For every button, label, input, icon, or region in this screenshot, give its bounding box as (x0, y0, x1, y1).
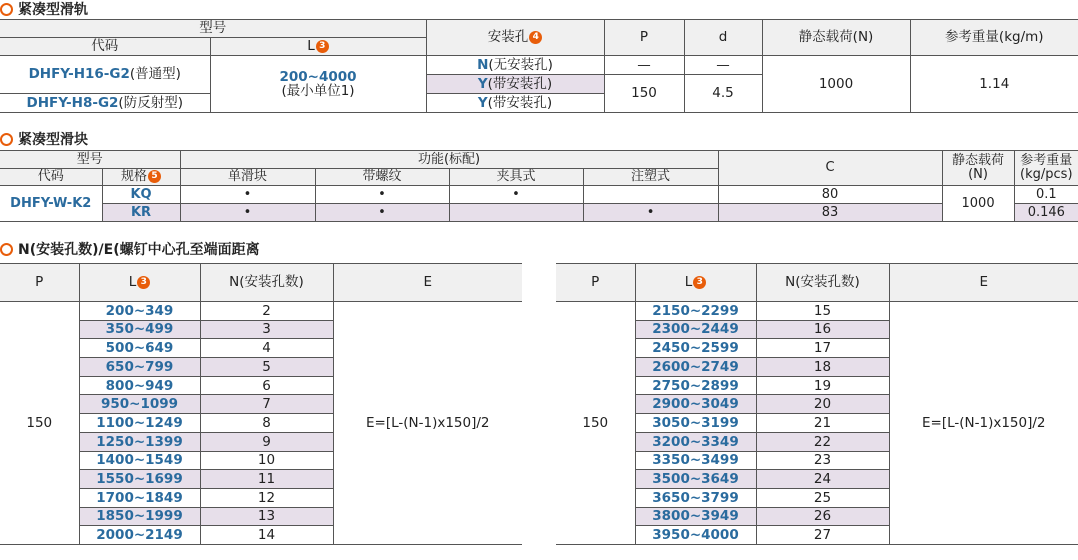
l-range-cell: 2750~2899 (635, 376, 756, 395)
spec-cell: KQ (102, 186, 180, 204)
n-count-cell: 16 (756, 320, 889, 339)
l-range-cell: 3200~3349 (635, 432, 756, 451)
l-range-cell: 2900~3049 (635, 395, 756, 414)
f3-cell (449, 204, 583, 222)
header-spec: 规格 5 (102, 169, 180, 186)
c-cell: 83 (718, 204, 942, 222)
l-range-cell: 3950~4000 (635, 526, 756, 545)
n-count-cell: 5 (200, 358, 333, 377)
header-p: P (0, 264, 79, 302)
header-model: 型号 (0, 151, 180, 169)
weight-cell: 1.14 (910, 56, 1078, 113)
hole-count-table-left (0, 263, 522, 545)
hole-y-cell: Y(带安装孔) (426, 75, 604, 94)
badge-3: 3 (693, 276, 706, 289)
header-function: 功能(标配) (180, 151, 718, 169)
badge-3: 3 (316, 40, 329, 53)
header-code: 代码 (0, 169, 102, 186)
header-static-load: 静态载荷(N) (762, 20, 910, 56)
n-count-cell: 4 (200, 339, 333, 358)
l-range-cell: 950~1099 (79, 395, 200, 414)
l-range-cell: 3500~3649 (635, 470, 756, 489)
hole-n-cell: N(无安装孔) (426, 56, 604, 75)
block-code-cell: DHFY-W-K2 (0, 186, 102, 222)
n-count-cell: 3 (200, 320, 333, 339)
n-count-cell: 6 (200, 376, 333, 395)
n-count-cell: 22 (756, 432, 889, 451)
e-formula-cell: E=[L-(N-1)x150]/2 (889, 302, 1078, 545)
n-count-cell: 23 (756, 451, 889, 470)
l-range-cell: 2300~2449 (635, 320, 756, 339)
l-range-cell: 200~4000 (最小单位1) (210, 56, 426, 113)
f2-cell: • (315, 204, 449, 222)
l-range-cell: 200~349 (79, 302, 200, 321)
block-weight-cell: 0.146 (1014, 204, 1078, 222)
header-model: 型号 (0, 20, 426, 38)
hole-count-table-right (556, 263, 1078, 545)
header-static-load: 静态载荷 (N) (942, 151, 1014, 186)
n-count-cell: 25 (756, 488, 889, 507)
circle-bullet-icon (0, 243, 13, 256)
n-count-cell: 13 (200, 507, 333, 526)
p-dash-cell: — (604, 56, 684, 75)
l-range-cell: 1100~1249 (79, 414, 200, 433)
circle-bullet-icon (0, 133, 13, 146)
section-title-block: 紧凑型滑块 (0, 131, 88, 147)
l-range-cell: 2450~2599 (635, 339, 756, 358)
n-count-cell: 19 (756, 376, 889, 395)
l-range-cell: 1850~1999 (79, 507, 200, 526)
header-threaded: 带螺纹 (315, 169, 449, 186)
header-e: E (333, 264, 522, 302)
c-cell: 80 (718, 186, 942, 204)
l-range-cell: 350~499 (79, 320, 200, 339)
header-n: N(安装孔数) (756, 264, 889, 302)
f1-cell: • (180, 204, 315, 222)
header-p: P (556, 264, 635, 302)
l-range-cell: 2600~2749 (635, 358, 756, 377)
header-l: L 3 (79, 264, 200, 302)
n-count-cell: 15 (756, 302, 889, 321)
l-range-cell: 3350~3499 (635, 451, 756, 470)
header-l: L 3 (210, 38, 426, 56)
n-count-cell: 10 (200, 451, 333, 470)
table-row (0, 302, 522, 321)
code-cell-2: DHFY-H8-G2(防反射型) (0, 94, 210, 113)
n-count-cell: 21 (756, 414, 889, 433)
header-n: N(安装孔数) (200, 264, 333, 302)
header-weight: 参考重量(kg/m) (910, 20, 1078, 56)
l-range-cell: 1400~1549 (79, 451, 200, 470)
header-c: C (718, 151, 942, 186)
f4-cell: • (583, 204, 718, 222)
p-value-cell: 150 (0, 302, 79, 545)
n-count-cell: 18 (756, 358, 889, 377)
l-range-cell: 1550~1699 (79, 470, 200, 489)
circle-bullet-icon (0, 3, 13, 16)
d-value-cell: 4.5 (684, 75, 762, 113)
section-title-rail: 紧凑型滑轨 (0, 1, 88, 17)
badge-5: 5 (148, 170, 161, 183)
n-count-cell: 24 (756, 470, 889, 489)
n-count-cell: 8 (200, 414, 333, 433)
f2-cell: • (315, 186, 449, 204)
e-formula-cell: E=[L-(N-1)x150]/2 (333, 302, 522, 545)
code-cell-1: DHFY-H16-G2(普通型) (0, 56, 210, 94)
l-range-cell: 3650~3799 (635, 488, 756, 507)
f3-cell: • (449, 186, 583, 204)
badge-3: 3 (137, 276, 150, 289)
n-count-cell: 12 (200, 488, 333, 507)
l-range-cell: 3050~3199 (635, 414, 756, 433)
section-title-holes: N(安装孔数)/E(螺钉中心孔至端面距离 (0, 241, 260, 257)
header-single-slider: 单滑块 (180, 169, 315, 186)
header-code: 代码 (0, 38, 210, 56)
l-range-cell: 2150~2299 (635, 302, 756, 321)
header-clamp: 夹具式 (449, 169, 583, 186)
block-weight-cell: 0.1 (1014, 186, 1078, 204)
p-value-cell: 150 (604, 75, 684, 113)
header-weight: 参考重量 (kg/pcs) (1014, 151, 1078, 186)
l-range-cell: 500~649 (79, 339, 200, 358)
l-range-cell: 1250~1399 (79, 432, 200, 451)
header-molded: 注塑式 (583, 169, 718, 186)
block-load-cell: 1000 (942, 186, 1014, 222)
static-load-cell: 1000 (762, 56, 910, 113)
header-mount-hole: 安装孔 4 (426, 20, 604, 56)
header-p: P (604, 20, 684, 56)
n-count-cell: 2 (200, 302, 333, 321)
l-range-cell: 650~799 (79, 358, 200, 377)
n-count-cell: 9 (200, 432, 333, 451)
p-value-cell: 150 (556, 302, 635, 545)
spec-cell: KR (102, 204, 180, 222)
n-count-cell: 26 (756, 507, 889, 526)
l-range-cell: 1700~1849 (79, 488, 200, 507)
badge-4: 4 (529, 31, 542, 44)
n-count-cell: 14 (200, 526, 333, 545)
n-count-cell: 17 (756, 339, 889, 358)
block-spec-table (0, 150, 1078, 222)
f4-cell (583, 186, 718, 204)
n-count-cell: 11 (200, 470, 333, 489)
table-row (556, 302, 1078, 321)
n-count-cell: 20 (756, 395, 889, 414)
header-e: E (889, 264, 1078, 302)
l-range-cell: 3800~3949 (635, 507, 756, 526)
n-count-cell: 27 (756, 526, 889, 545)
l-range-cell: 800~949 (79, 376, 200, 395)
n-count-cell: 7 (200, 395, 333, 414)
l-range-cell: 2000~2149 (79, 526, 200, 545)
header-d: d (684, 20, 762, 56)
header-l: L 3 (635, 264, 756, 302)
f1-cell: • (180, 186, 315, 204)
rail-spec-table (0, 19, 1078, 113)
d-dash-cell: — (684, 56, 762, 75)
hole-y-cell-2: Y(带安装孔) (426, 94, 604, 113)
